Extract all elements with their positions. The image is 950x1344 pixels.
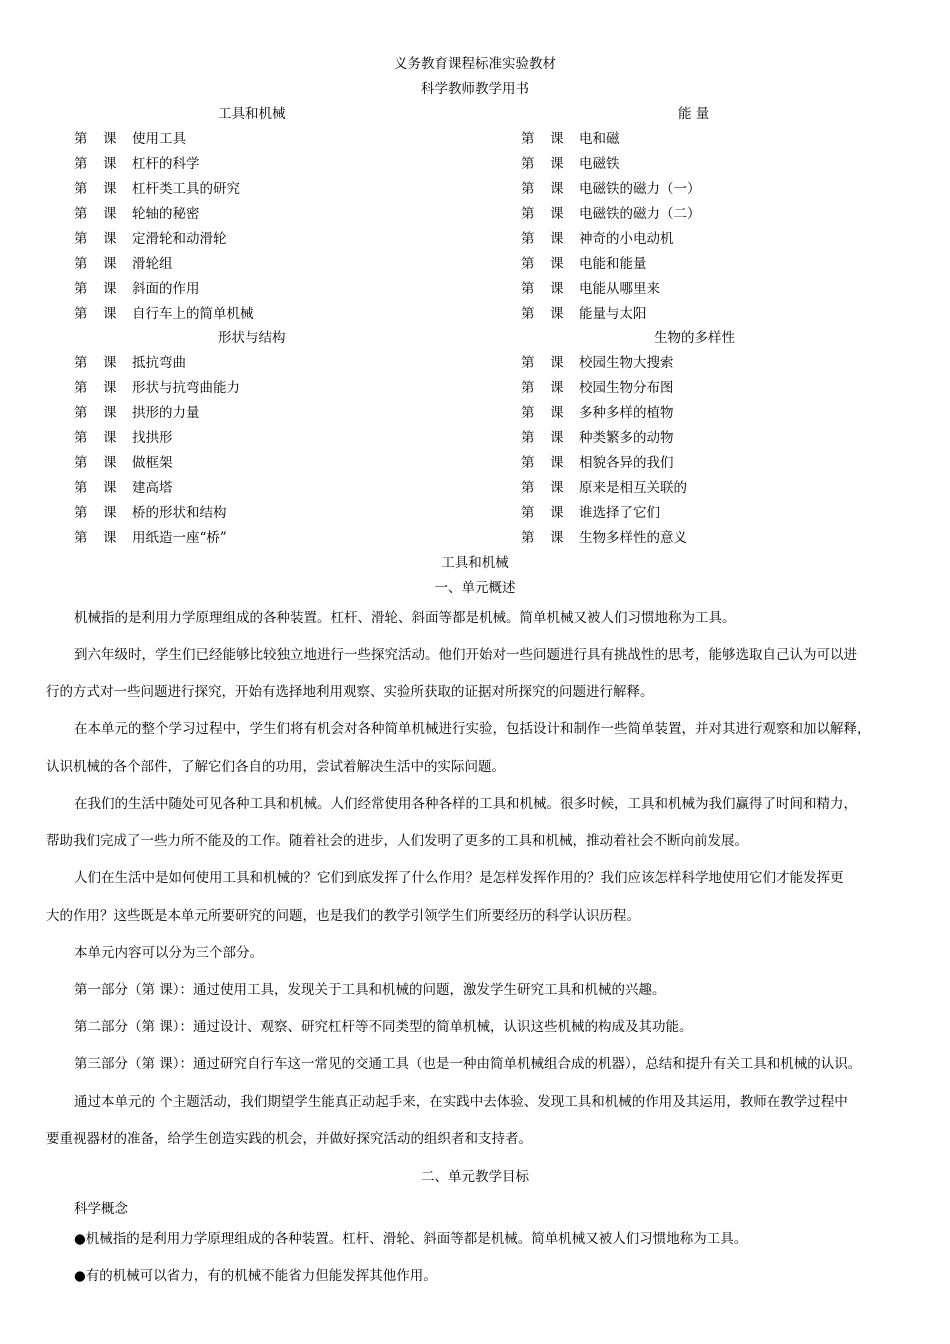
lesson-prefix-ke: 课	[103, 206, 117, 222]
lesson-prefix-ke: 课	[103, 380, 117, 396]
lesson-prefix-ke: 课	[103, 231, 117, 247]
lesson-title: 生物多样性的意义	[579, 530, 687, 546]
lesson-title: 轮轴的秘密	[132, 206, 200, 222]
lesson-title: 拱形的力量	[132, 405, 200, 421]
lesson-prefix-di: 第	[521, 131, 535, 147]
lesson-prefix-ke: 课	[550, 231, 564, 247]
unit-title-tools-machines: 工具和机械	[218, 106, 286, 122]
paragraph-2-line-1: 到六年级时，学生们已经能够比较独立地进行一些探究活动。他们开始对一些问题进行具有挑战性的思考，能够选取自己认为可以进	[74, 647, 857, 663]
lesson-title: 谁选择了它们	[579, 505, 660, 521]
paragraph-5-line-1: 人们在生活中是如何使用工具和机械的？它们到底发挥了什么作用？是怎样发挥作用的？我们应该怎样科学地使用它们才能发挥更	[74, 870, 844, 886]
lesson-prefix-ke: 课	[550, 181, 564, 197]
lesson-title: 滑轮组	[132, 256, 173, 272]
lesson-prefix-di: 第	[521, 530, 535, 546]
unit-title-biodiversity: 生物的多样性	[654, 330, 735, 346]
lesson-prefix-di: 第	[74, 281, 88, 297]
lesson-prefix-di: 第	[521, 380, 535, 396]
lesson-prefix-ke: 课	[103, 156, 117, 172]
lesson-prefix-ke: 课	[550, 156, 564, 172]
lesson-title: 校园生物分布图	[579, 380, 674, 396]
lesson-title: 建高塔	[132, 480, 173, 496]
lesson-prefix-di: 第	[521, 430, 535, 446]
unit-title-energy: 能 量	[678, 106, 710, 122]
lesson-title: 电能从哪里来	[579, 281, 660, 297]
lesson-prefix-di: 第	[74, 480, 88, 496]
paragraph-3-line-2: 认识机械的各个部件，了解它们各自的功用，尝试着解决生活中的实际问题。	[46, 759, 505, 775]
lesson-prefix-di: 第	[74, 256, 88, 272]
lesson-title: 使用工具	[132, 131, 186, 147]
lesson-prefix-ke: 课	[103, 355, 117, 371]
lesson-title: 桥的形状和结构	[132, 505, 227, 521]
lesson-prefix-ke: 课	[103, 306, 117, 322]
lesson-prefix-ke: 课	[550, 380, 564, 396]
goals-heading: 二、单元教学目标	[421, 1169, 529, 1185]
lesson-title: 定滑轮和动滑轮	[132, 231, 227, 247]
paragraph-10-line-1: 通过本单元的 个主题活动，我们期望学生能真正动起手来，在实践中去体验、发现工具和机械的作用及其运用，教师在教学过程中	[74, 1094, 848, 1110]
lesson-prefix-di: 第	[74, 181, 88, 197]
lesson-title: 形状与抗弯曲能力	[132, 380, 240, 396]
lesson-prefix-di: 第	[521, 505, 535, 521]
paragraph-6: 本单元内容可以分为三个部分。	[74, 945, 263, 961]
lesson-prefix-di: 第	[521, 156, 535, 172]
lesson-prefix-di: 第	[521, 306, 535, 322]
lesson-prefix-ke: 课	[550, 306, 564, 322]
lesson-prefix-di: 第	[74, 156, 88, 172]
lesson-prefix-ke: 课	[550, 530, 564, 546]
lesson-title: 电和磁	[579, 131, 620, 147]
lesson-prefix-ke: 课	[550, 455, 564, 471]
lesson-title: 电磁铁的磁力（一）	[579, 181, 701, 197]
lesson-prefix-di: 第	[74, 355, 88, 371]
lesson-title: 做框架	[132, 455, 173, 471]
lesson-prefix-di: 第	[74, 430, 88, 446]
lesson-prefix-di: 第	[521, 281, 535, 297]
paragraph-8: 第二部分（第 课）：通过设计、观察、研究杠杆等不同类型的简单机械，认识这些机械的构成及其功能。	[74, 1019, 693, 1035]
lesson-prefix-di: 第	[521, 355, 535, 371]
paragraph-10-line-2: 要重视器材的准备，给学生创造实践的机会，并做好探究活动的组织者和支持者。	[46, 1131, 532, 1147]
lesson-prefix-ke: 课	[103, 480, 117, 496]
section-title: 工具和机械	[441, 555, 509, 571]
lesson-title: 用纸造一座“桥”	[132, 530, 227, 546]
lesson-title: 校园生物大搜索	[579, 355, 674, 371]
lesson-prefix-ke: 课	[103, 405, 117, 421]
lesson-prefix-di: 第	[74, 455, 88, 471]
lesson-title: 电磁铁	[579, 156, 620, 172]
science-concept-label: 科学概念	[74, 1201, 128, 1217]
lesson-prefix-ke: 课	[103, 131, 117, 147]
lesson-prefix-ke: 课	[103, 256, 117, 272]
paragraph-1: 机械指的是利用力学原理组成的各种装置。杠杆、滑轮、斜面等都是机械。简单机械又被人们习惯地称为工具。	[74, 610, 736, 626]
lesson-title: 原来是相互关联的	[579, 480, 687, 496]
lesson-prefix-di: 第	[74, 306, 88, 322]
lesson-title: 自行车上的简单机械	[132, 306, 254, 322]
lesson-prefix-di: 第	[74, 505, 88, 521]
lesson-prefix-ke: 课	[550, 355, 564, 371]
unit-title-shape-structure: 形状与结构	[218, 330, 286, 346]
lesson-prefix-ke: 课	[550, 430, 564, 446]
lesson-prefix-ke: 课	[103, 430, 117, 446]
lesson-title: 电磁铁的磁力（二）	[579, 206, 701, 222]
paragraph-5-line-2: 大的作用？这些既是本单元所要研究的问题，也是我们的教学引领学生们所要经历的科学认识历程。	[46, 908, 640, 924]
lesson-prefix-di: 第	[74, 405, 88, 421]
lesson-prefix-di: 第	[74, 131, 88, 147]
lesson-prefix-ke: 课	[103, 281, 117, 297]
lesson-prefix-ke: 课	[103, 530, 117, 546]
lesson-prefix-ke: 课	[550, 256, 564, 272]
overview-heading: 一、单元概述	[434, 580, 516, 596]
lesson-title: 找拱形	[132, 430, 173, 446]
lesson-title: 电能和能量	[579, 256, 647, 272]
paragraph-4-line-1: 在我们的生活中随处可见各种工具和机械。人们经常使用各种各样的工具和机械。很多时候，工具和机械为我们赢得了时间和精力，	[74, 796, 857, 812]
paragraph-9: 第三部分（第 课）：通过研究自行车这一常见的交通工具（也是一种由简单机械组合成的机器），总结和提升有关工具和机械的认识。	[74, 1056, 862, 1072]
bullet-item-2: ●有的机械可以省力，有的机械不能省力但能发挥其他作用。	[74, 1268, 437, 1284]
lesson-prefix-di: 第	[521, 181, 535, 197]
lesson-prefix-di: 第	[521, 231, 535, 247]
lesson-prefix-di: 第	[74, 380, 88, 396]
lesson-title: 相貌各异的我们	[579, 455, 674, 471]
lesson-prefix-ke: 课	[550, 405, 564, 421]
lesson-title: 斜面的作用	[132, 281, 200, 297]
lesson-title: 能量与太阳	[579, 306, 647, 322]
bullet-item-1: ●机械指的是利用力学原理组成的各种装置。杠杆、滑轮、斜面等都是机械。简单机械又被人们习惯地称为工具。	[74, 1231, 748, 1247]
document-title: 义务教育课程标准实验教材	[394, 56, 556, 72]
paragraph-4-line-2: 帮助我们完成了一些力所不能及的工作。随着社会的进步，人们发明了更多的工具和机械，推动着社会不断向前发展。	[46, 833, 748, 849]
lesson-prefix-ke: 课	[550, 480, 564, 496]
lesson-title: 种类繁多的动物	[579, 430, 674, 446]
lesson-prefix-ke: 课	[550, 131, 564, 147]
lesson-prefix-ke: 课	[550, 281, 564, 297]
document-subtitle: 科学教师教学用书	[421, 81, 529, 97]
lesson-prefix-di: 第	[74, 530, 88, 546]
lesson-prefix-ke: 课	[550, 206, 564, 222]
lesson-prefix-di: 第	[521, 256, 535, 272]
lesson-prefix-di: 第	[521, 405, 535, 421]
lesson-title: 杠杆的科学	[132, 156, 200, 172]
paragraph-3-line-1: 在本单元的整个学习过程中，学生们将有机会对各种简单机械进行实验，包括设计和制作一些简单装置，并对其进行观察和加以解释，	[74, 721, 871, 737]
lesson-prefix-di: 第	[74, 231, 88, 247]
lesson-prefix-di: 第	[74, 206, 88, 222]
lesson-title: 神奇的小电动机	[579, 231, 674, 247]
lesson-prefix-ke: 课	[103, 455, 117, 471]
lesson-title: 多种多样的植物	[579, 405, 674, 421]
lesson-prefix-ke: 课	[550, 505, 564, 521]
lesson-title: 杠杆类工具的研究	[132, 181, 240, 197]
lesson-title: 抵抗弯曲	[132, 355, 186, 371]
paragraph-2-line-2: 行的方式对一些问题进行探究，开始有选择地利用观察、实验所获取的证据对所探究的问题进行解释。	[46, 684, 654, 700]
lesson-prefix-di: 第	[521, 455, 535, 471]
lesson-prefix-ke: 课	[103, 505, 117, 521]
lesson-prefix-ke: 课	[103, 181, 117, 197]
lesson-prefix-di: 第	[521, 480, 535, 496]
lesson-prefix-di: 第	[521, 206, 535, 222]
paragraph-7: 第一部分（第 课）：通过使用工具，发现关于工具和机械的问题，激发学生研究工具和机械的兴趣。	[74, 982, 666, 998]
